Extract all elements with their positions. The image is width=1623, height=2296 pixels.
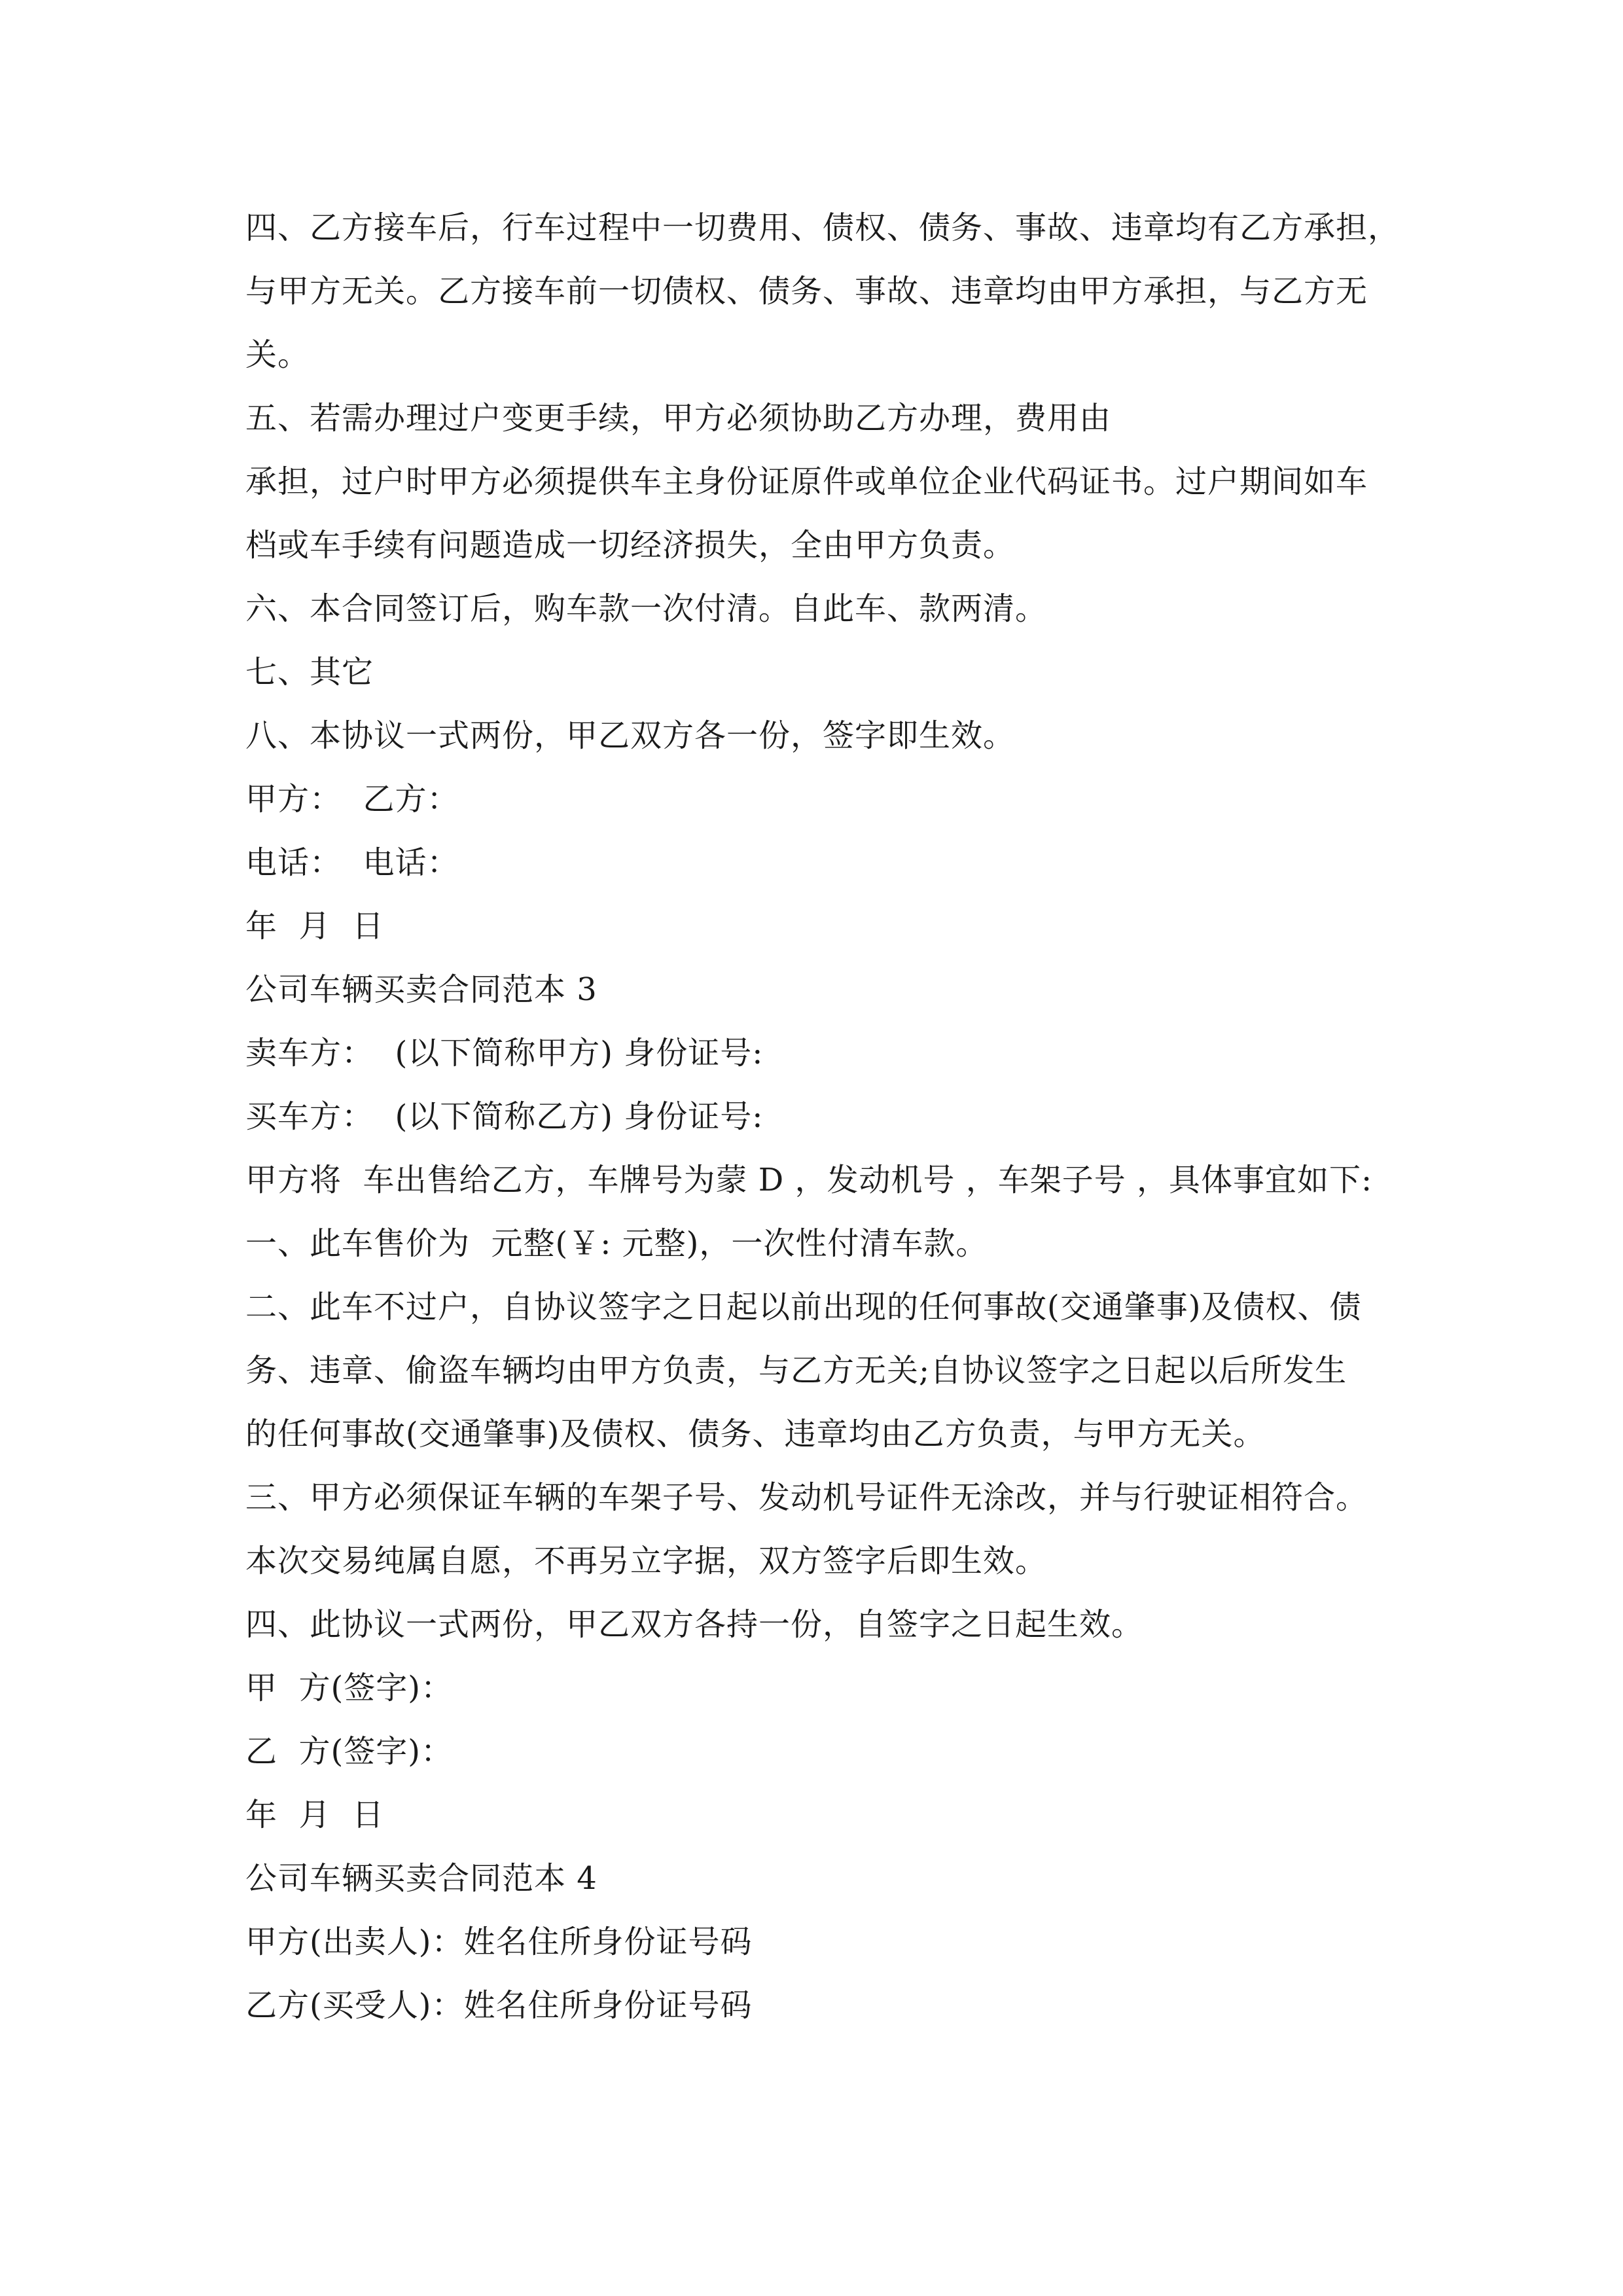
- clause-5-line-1: 五、若需办理过户变更手续，甲方必须协助乙方办理，费用由: [245, 400, 1112, 437]
- clause-2-line-3: 的任何事故(交通肇事)及债权、债务、违章均由乙方负责，与甲方无关。: [245, 1416, 1266, 1452]
- date-line-2: 年 月 日: [245, 1797, 385, 1833]
- section-title-3: 公司车辆买卖合同范本 3: [245, 971, 597, 1008]
- clause-1: 一、此车售价为 元整(￥: 元整)，一次性付清车款。: [245, 1225, 988, 1262]
- clause-5-line-2: 承担，过户时甲方必须提供车主身份证原件或单位企业代码证书。过户期间如车: [245, 463, 1368, 500]
- clause-4b: 四、此协议一式两份，甲乙双方各持一份，自签字之日起生效。: [245, 1606, 1144, 1643]
- phone-line: 电话： 电话：: [245, 844, 459, 881]
- party-signature-line: 甲方： 乙方：: [245, 781, 459, 817]
- clause-7: 七、其它: [245, 654, 374, 691]
- seller-line: 卖车方： (以下简称甲方) 身份证号:: [245, 1035, 764, 1071]
- party-b-signature: 乙 方(签字)：: [245, 1733, 453, 1770]
- date-line: 年 月 日: [245, 908, 385, 944]
- clause-8: 八、本协议一式两份，甲乙双方各一份，签字即生效。: [245, 717, 1016, 754]
- clause-4-line-2: 与甲方无关。乙方接车前一切债权、债务、事故、违章均由甲方承担，与乙方无: [245, 273, 1368, 310]
- clause-4-line-3: 关。: [245, 336, 310, 373]
- party-b-buyer-line: 乙方(买受人)：姓名住所身份证号码: [245, 1987, 753, 2024]
- party-a-seller-line: 甲方(出卖人)：姓名住所身份证号码: [245, 1924, 753, 1960]
- clause-3-line-2: 本次交易纯属自愿，不再另立字据，双方签字后即生效。: [245, 1543, 1048, 1579]
- sale-intro-line: 甲方将 车出售给乙方，车牌号为蒙 D ，发动机号 ，车架子号 ，具体事宜如下:: [245, 1162, 1373, 1198]
- section-title-4: 公司车辆买卖合同范本 4: [245, 1860, 597, 1897]
- clause-3-line-1: 三、甲方必须保证车辆的车架子号、发动机号证件无涂改，并与行驶证相符合。: [245, 1479, 1368, 1516]
- party-a-signature: 甲 方(签字)：: [245, 1670, 453, 1706]
- clause-5-line-3: 档或车手续有问题造成一切经济损失，全由甲方负责。: [245, 527, 1016, 564]
- clause-4-line-1: 四、乙方接车后，行车过程中一切费用、债权、债务、事故、违章均有乙方承担，: [245, 209, 1400, 246]
- clause-2-line-1: 二、此车不过户，自协议签字之日起以前出现的任何事故(交通肇事)及债权、债: [245, 1289, 1362, 1325]
- clause-2-line-2: 务、违章、偷盗车辆均由甲方负责，与乙方无关;自协议签字之日起以后所发生: [245, 1352, 1347, 1389]
- buyer-line: 买车方： (以下简称乙方) 身份证号:: [245, 1098, 764, 1135]
- clause-6: 六、本合同签订后，购车款一次付清。自此车、款两清。: [245, 590, 1048, 627]
